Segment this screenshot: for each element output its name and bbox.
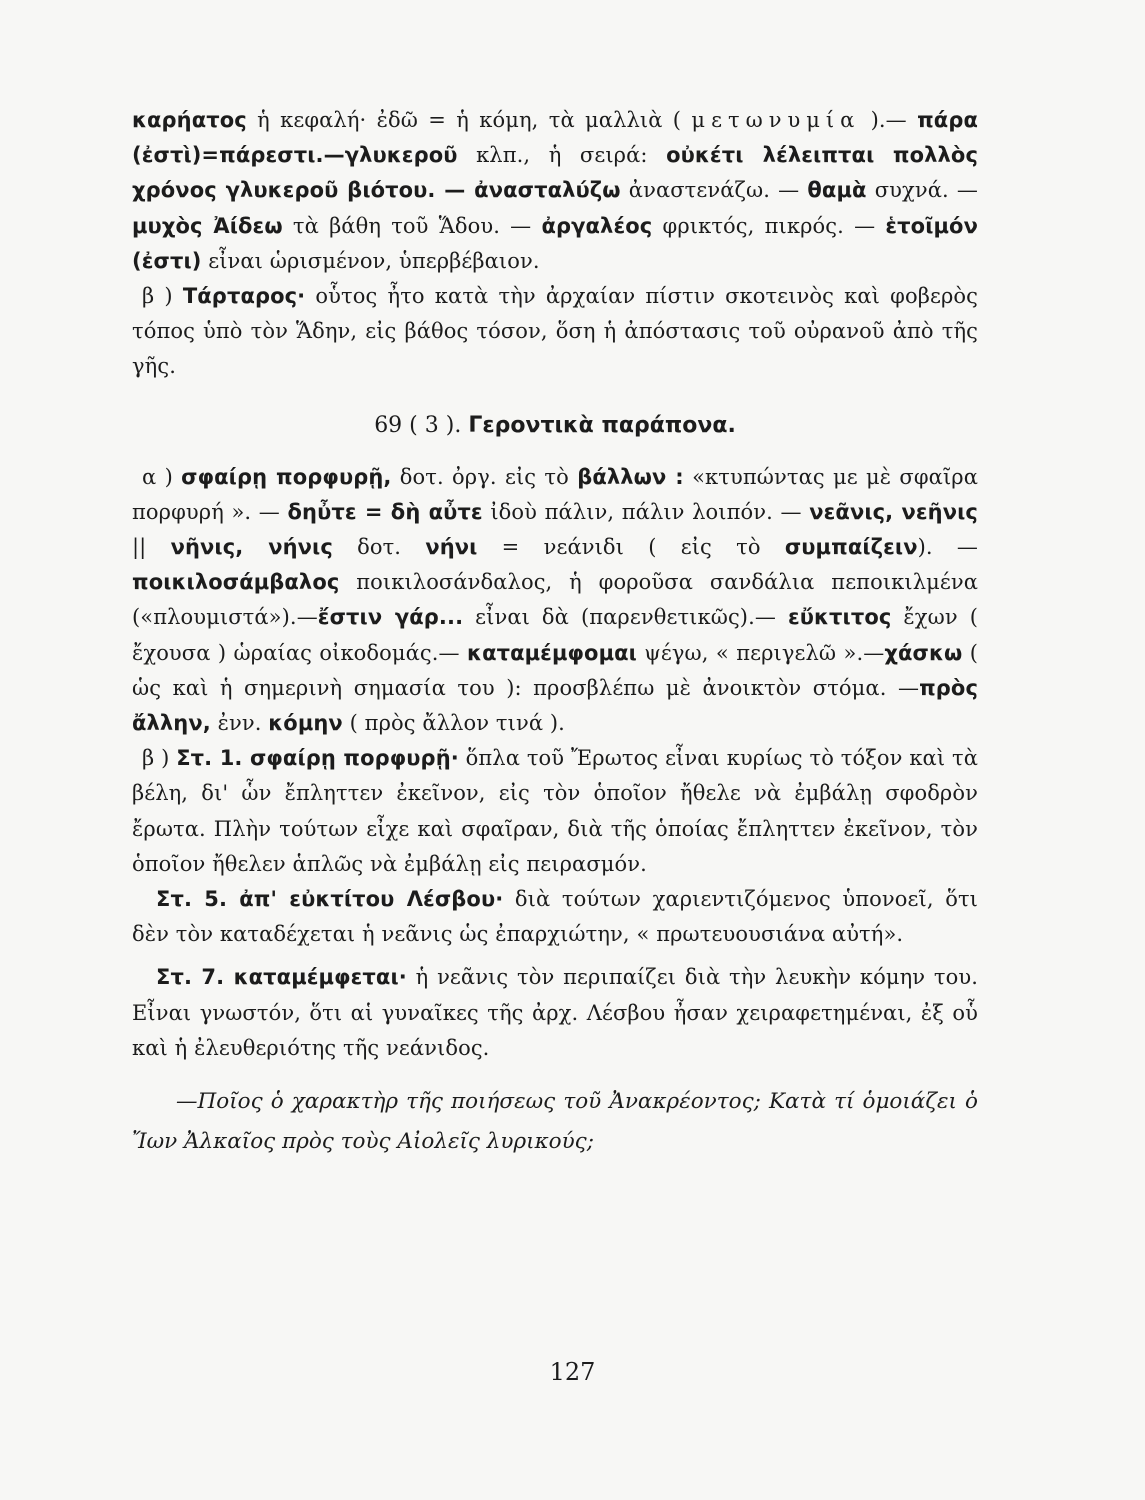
term: πάρα (ἐστὶ)=πάρεστι.—γλυκεροῦ	[132, 108, 978, 168]
term: οὐκέτι λέλειπται	[666, 143, 875, 168]
term: βάλλων :	[577, 464, 684, 489]
section-title: Γεροντικὰ παράπονα.	[468, 412, 736, 438]
gloss: εἶναι δὰ (παρενθετικῶς).—	[463, 605, 788, 630]
term: καταμέμφομαι	[467, 640, 637, 665]
gloss: ψέγω, « περιγελῶ ».—	[636, 640, 885, 665]
gloss: ἡ κεφαλή· ἐδῶ = ἡ κόμη, τὰ μαλλιὰ (	[246, 108, 692, 132]
gloss: ( πρὸς ἄλλον τινά ).	[342, 711, 565, 736]
gloss: ( ὡς καὶ ἡ σημερινὴ σημασία του ): προσβλέπω μὲ ἀνοικτὸν στόμα. —	[132, 640, 978, 700]
gloss: οὗτος ἦτο κατὰ τὴν ἀρχαίαν πίστιν σκοτεινὸς καὶ φοβερὸς τόπος ὑπὸ τὸν Ἅδην, εἰς βάθος τόσον, ὅση ἡ ἀπόστασις τοῦ οὐρανοῦ ἀπὸ τῆς γῆς.	[132, 284, 978, 379]
gloss: συχνά. —	[866, 178, 978, 203]
term: ποικιλοσάμβαλος	[132, 570, 340, 595]
term: ἀργαλέος	[541, 213, 653, 238]
gloss: ἰδοὺ πάλιν, πάλιν λοιπόν. —	[482, 499, 810, 524]
review-question: —Ποῖος ὁ χαρακτὴρ τῆς ποιήσεως τοῦ Ἀνακρέοντος; Κατὰ τί ὁμοιάζει ὁ Ἴων Ἀλκαῖος πρὸς τοὺς Αἰολεῖς λυρικούς;	[132, 1089, 978, 1155]
term: συμπαίζειν	[784, 535, 918, 560]
term: κόμην	[268, 711, 343, 736]
term: χάσκω	[884, 640, 963, 665]
item-marker: β )	[142, 284, 183, 309]
term: καρήατος	[132, 108, 247, 132]
commentary-paragraph-1	[132, 741, 978, 882]
term: εὔκτιτος	[787, 605, 892, 630]
gloss: εἶναι ὡρισμένον, ὑπερβέβαιον.	[201, 248, 540, 273]
gloss: ἀναστενάζω. —	[620, 178, 800, 203]
spaced-term: μετωνυμία	[691, 108, 861, 132]
term: νῆνις, νήνις	[170, 535, 333, 560]
gloss: ). —	[917, 535, 978, 560]
term: ἔστιν γάρ...	[317, 605, 464, 630]
commentary-paragraph-3	[132, 960, 978, 1066]
item-marker: α )	[142, 464, 182, 489]
commentary: διὰ τούτων χαριεντιζόμενος ὑπονοεῖ, ὅτι δὲν τὸν καταδέχεται ἡ νεᾶνις ὡς ἐπαρχιώτην, « πρωτευουσιάνα αὐτή».	[132, 887, 978, 947]
gloss: ἔχων ( ἔχουσα ) ὡραίας οἰκοδομάς.—	[132, 605, 978, 665]
item-marker: β )	[142, 746, 177, 771]
term: πολλὸς χρόνος γλυκεροῦ βιότου. — ἀνασταλύζω	[132, 143, 978, 203]
gloss: ).—	[860, 108, 907, 132]
gloss: τὰ βάθη τοῦ Ἅδου. —	[282, 213, 532, 238]
term: δηὖτε = δὴ αὖτε	[287, 499, 483, 524]
commentary: ἡ νεᾶνις τὸν περιπαίζει διὰ τὴν λευκὴν κόμην του. Εἶναι γνωστόν, ὅτι αἱ γυναῖκες τῆς ἀρχ. Λέσβου ἦσαν χειραφετημέναι, ἐξ οὗ καὶ ἡ ἐλευθεριότης τῆς νεάνιδος.	[132, 965, 979, 1060]
term: μυχὸς Ἀίδεω	[132, 213, 283, 238]
gloss-paragraph-2	[132, 279, 978, 385]
term: νήνι	[425, 535, 478, 560]
section-number: 69 ( 3 ).	[374, 412, 462, 438]
verse-reference: Στ. 7. καταμέμφεται·	[156, 965, 407, 990]
page-number: 127	[549, 1358, 596, 1386]
gloss: «κτυπώντας με μὲ σφαῖρα πορφυρή ». —	[132, 464, 979, 524]
gloss: δοτ.	[332, 535, 426, 560]
gloss-paragraph-3	[132, 460, 978, 742]
commentary: ὅπλα τοῦ Ἔρωτος εἶναι κυρίως τὸ τόξον καὶ τὰ βέλη, δι' ὧν ἔπληττεν ἐκεῖνον, εἰς τὸν ὁποῖον ἤθελε νὰ ἐμβάλῃ σφοδρὸν ἔρωτα. Πλὴν τούτων εἶχε καὶ σφαῖραν, διὰ τῆς ὁποίας ἔπληττεν ἐκεῖνον, τὸν ὁποῖον ἤθελεν ἁπλῶς νὰ ἐμβάλῃ εἰς πειρασμόν.	[132, 746, 978, 876]
gloss: = νεάνιδι ( εἰς τὸ	[477, 535, 785, 560]
gloss: ποικιλοσάνδαλος, ἡ φοροῦσα σανδάλια πεποικιλμένα («πλουμιστά»).—	[132, 570, 978, 630]
page-content	[132, 103, 978, 1162]
verse-reference: Στ. 1. σφαίρῃ πορφυρῇ·	[176, 746, 459, 771]
verse-reference: Στ. 5. ἀπ' εὐκτίτου Λέσβου·	[156, 887, 504, 912]
term: Τάρταρος·	[182, 284, 306, 309]
gloss: φρικτός, πικρός. —	[652, 213, 886, 238]
term: πρὸς ἄλλην,	[132, 675, 978, 736]
term: θαμὰ	[807, 178, 867, 203]
section-heading	[132, 413, 978, 438]
gloss-paragraph-1	[132, 103, 978, 279]
separator: ||	[132, 535, 171, 560]
gloss: δοτ. ὀργ. εἰς τὸ	[391, 464, 578, 489]
gloss: ἐνν.	[210, 711, 269, 736]
gloss: κλπ., ἡ σειρά:	[457, 143, 667, 168]
term: ἑτοῖμόν (ἐστι)	[132, 213, 978, 273]
term: σφαίρῃ πορφυρῇ,	[181, 464, 392, 489]
commentary-paragraph-2	[132, 882, 978, 952]
term: νεᾶνις, νεῆνις	[809, 499, 978, 524]
